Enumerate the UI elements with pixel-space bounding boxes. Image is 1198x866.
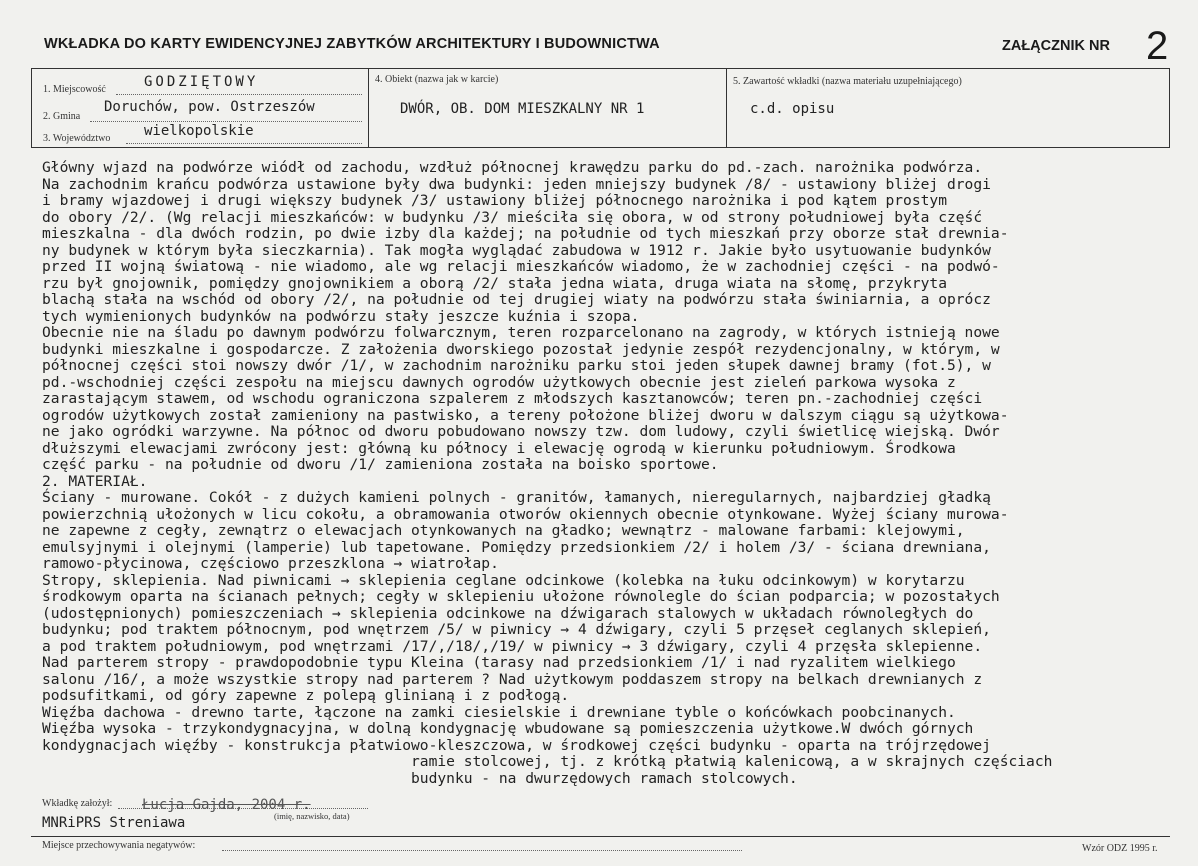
content-label: 5. Zawartość wkładki (nazwa materiału uzupełniającego) [733, 76, 962, 87]
body-line: północnej części stoi nowszy dwór /1/, w zachodnim narożniku parku stoi jeden słupek dawnej bramy (fot.5), w [42, 357, 991, 374]
body-line: 2. MATERIAŁ. [42, 472, 148, 490]
body-line: ne zapewne z cegły, zewnątrz o elewacjach otynkowanych na gładko; wewnątrz - malowane farbami: klejowymi, [42, 522, 965, 539]
body-line: podsufitkami, od góry zapewne z polepą glinianą i z podłogą. [42, 687, 570, 704]
negatives-dotted-line [222, 850, 742, 851]
content-value: c.d. opisu [750, 101, 835, 117]
body-line: Stropy, sklepienia. Nad piwnicami → sklepienia ceglane odcinkowe (kolebka na łuku odcinkowym) w korytarzu [42, 571, 965, 589]
body-line: kondygnacjach więźby - konstrukcja płatwiowo-kleszczowa, w środkowej części budynku - oparta na trójrzędowej [42, 736, 991, 754]
compiled-by-label: Wkładkę założył: [42, 798, 113, 809]
body-line: do obory /2/. (Wg relacji mieszkańców: w budynku /3/ mieściła się obora, w od strony południowej była część [42, 208, 983, 226]
body-line: budynki mieszkalne i gospodarcze. Z założenia dworskiego pozostał jedynie zespół rezydencjonalny, w którym, w [42, 340, 1000, 358]
annex-number: 2 [1146, 24, 1169, 68]
form-version: Wzór ODZ 1995 r. [1082, 843, 1158, 854]
body-line: Obecnie nie na śladu po dawnym podwórzu folwarcznym, teren rozparcelonano na zagrody, w których istnieją nowe [42, 324, 1000, 341]
field-divider [726, 69, 727, 147]
negatives-location-label: Miejsce przechowywania negatywów: [42, 840, 196, 851]
body-line: Więźba dachowa - drewno tarte, łączone na zamki ciesielskie i drewniane tyble o końcówkach poobcinanych. [42, 703, 956, 721]
body-line: ny budynek w którym była sieczkarnia). Tak mogła wyglądać zabudowa w 1912 r. Jakie było usytuowanie budynków [42, 241, 991, 259]
body-line: środkowym oparta na ścianach pełnych; cegły w sklepieniu ułożone równolegle do ścian podparcia; w pozostałych [42, 588, 1000, 605]
object-label: 4. Obiekt (nazwa jak w karcie) [375, 74, 499, 85]
body-line: ramowo-płycinowa, częściowo przeszklona → wiatrołap. [42, 555, 499, 572]
locality-value: GODZIĘTOWY [144, 74, 259, 90]
body-line: mieszkalna - dla dwóch rodzin, po dwie izby dla każdej; na południe od tych mieszkań przy oborze stał drewnia- [42, 225, 1009, 242]
body-line: rzu był gnojownik, pomiędzy gnojownikiem a oborą /2/ stała jedna wiata, druga wiata na słomę, przykryta [42, 274, 947, 292]
body-line: ogrodów użytkowych został zamieniony na pastwisko, a tereny położone bliżej dworu w dalszym ciągu są użytkowa- [42, 406, 1009, 424]
voivodeship-dotted-line [126, 143, 362, 144]
description-body [42, 160, 1168, 787]
commune-label: 2. Gmina [43, 111, 81, 122]
body-line: emulsyjnymi i olejnymi (lamperie) lub tapetowane. Pomiędzy przedsionkiem /2/ i holem /3/ - ściana drewniana, [42, 538, 991, 556]
identification-fields-box [31, 68, 1170, 148]
body-line: powierzchnią ułożonych w licu cokołu, a obramowania otworów okiennych obecnie otynkowane. Wyżej ściany murowa- [42, 505, 1009, 523]
body-line: Ściany - murowane. Cokół - z dużych kamieni polnych - granitów, łamanych, nieregularnych, najbardziej gładką [42, 489, 991, 506]
body-line: przed II wojną światową - nie wiadomo, ale wg relacji mieszkańców wiadomo, że w zachodniej części - na podwó- [42, 258, 1000, 275]
field-divider [368, 69, 369, 147]
body-line: Na zachodnim krańcu podwórza ustawione były dwa budynki: jeden mniejszy budynek /8/ - ustawiony bliżej drogi [42, 175, 991, 193]
body-line: część parku - na południe od dworu /1/ zamieniona została na boisko sportowe. [42, 456, 719, 473]
locality-dotted-line [116, 94, 362, 95]
voivodeship-label: 3. Województwo [43, 133, 111, 144]
body-line: blachą stała na wschód od obory /2/, na południe od tej drugiej wiaty na podwórzu stała świniarnia, a oprócz [42, 291, 991, 308]
compiled-by-value: Łucja Gajda, 2004 r. [142, 797, 311, 813]
body-line: Więźba wysoka - trzykondygnacyjna, w dolną kondygnację wbudowane są pomieszczenia użytkowe.W dwóch górnych [42, 720, 974, 737]
body-line: Główny wjazd na podwórze wiódł od zachodu, wzdłuż północnej krawędzu parku do pd.-zach. narożnika podwórza. [42, 159, 983, 176]
institution-name: MNRiPRS Streniawa [42, 815, 186, 831]
body-line: Nad parterem stropy - prawdopodobnie typu Kleina (tarasy nad przedsionkiem /1/ i nad ryzalitem wielkiego [42, 654, 956, 671]
voivodeship-value: wielkopolskie [144, 123, 254, 139]
annex-label: ZAŁĄCZNIK NR [1002, 38, 1110, 54]
body-line: a pod traktem południowym, pod wnętrzami /17/,/18/,/19/ w piwnicy → 3 dźwigary, czyli 4 przęsła sklepienne. [42, 637, 983, 655]
body-line: salonu /16/, a może wszystkie stropy nad parterem ? Nad użytkowym poddaszem stropy na belkach drewnianych z [42, 670, 983, 688]
body-line: dłuższymi elewacjami zwrócony jest: główną ku północy i elewację ogrodą w kierunku południowym. Środkowa [42, 439, 956, 457]
body-line: budynku; pod traktem północnym, pod wnętrzem /5/ w piwnicy → 4 dźwigary, czyli 5 przęseł ceglanych sklepień, [42, 621, 991, 638]
body-line: zarastającym stawem, od wschodu ograniczona szpalerem z młodszych kasztanowców; teren pn.-zachodniej części [42, 390, 983, 407]
body-line: ne jako ogródki warzywne. Na północ od dworu pobudowano nowszy tzw. dom ludowy, czyli świetlicę wiejską. Dwór [42, 423, 1000, 440]
name-date-note: (imię, nazwisko, data) [274, 811, 350, 821]
commune-value: Doruchów, pow. Ostrzeszów [104, 99, 315, 115]
body-line: i bramy wjazdowej i drugi większy budynek /3/ ustawiony bliżej północnego narożnika i pod kątem prostym [42, 192, 947, 209]
locality-label: 1. Miejscowość [43, 84, 106, 95]
body-line: budynku - na dwurzędowych ramach stolcowych. [42, 769, 798, 787]
form-title: WKŁADKA DO KARTY EWIDENCYJNEJ ZABYTKÓW ARCHITEKTURY I BUDOWNICTWA [44, 36, 660, 52]
body-line: (udostępnionych) pomieszczeniach → sklepienia odcinkowe na dźwigarach stalowych w układach równoległych do [42, 604, 974, 622]
object-value: DWÓR, OB. DOM MIESZKALNY NR 1 [400, 101, 645, 117]
body-line: ramie stolcowej, tj. z krótką płatwią kalenicową, a w skrajnych częściach [42, 753, 1053, 770]
body-line: pd.-wschodniej części zespołu na miejscu dawnych ogrodów użytkowych obecnie jest zieleń parkowa wysoka z [42, 373, 956, 391]
commune-dotted-line [90, 121, 362, 122]
bottom-border-line [31, 836, 1170, 837]
body-line: tych wymienionych budynków na podwórzu stały jeszcze kuźnia i szopa. [42, 307, 640, 325]
